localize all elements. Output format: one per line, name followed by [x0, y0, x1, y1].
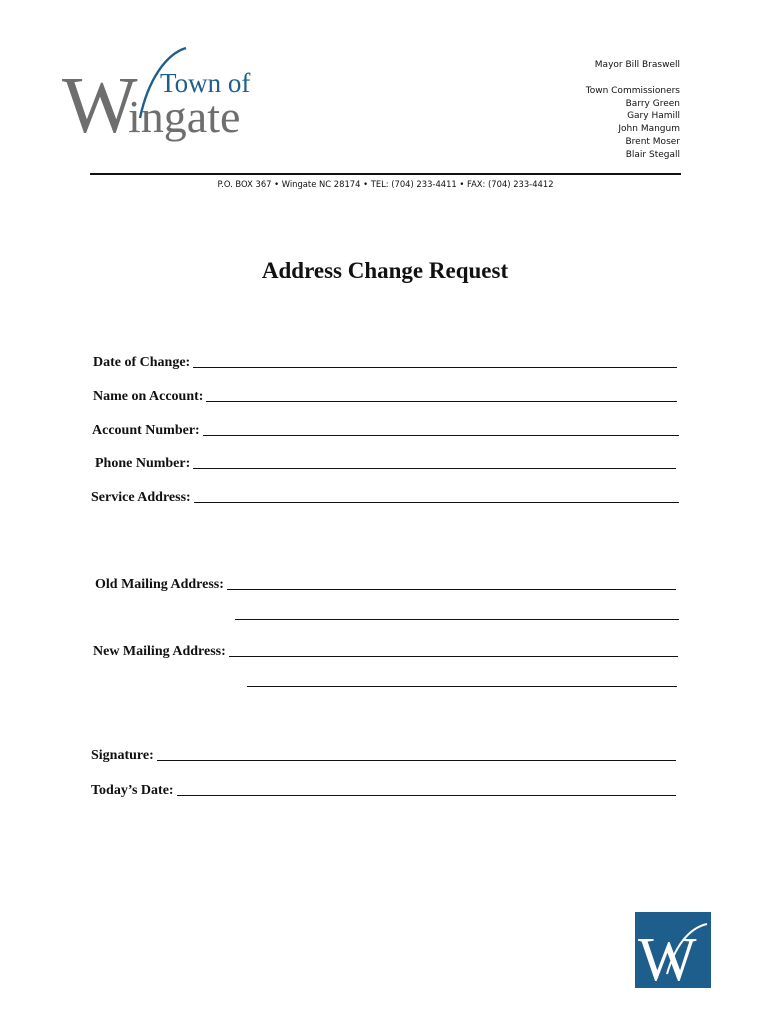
new-mailing-address-line-2[interactable]: [247, 686, 677, 687]
mayor-name: Mayor Bill Braswell: [594, 60, 680, 70]
account-number-line[interactable]: [203, 435, 679, 436]
signature-label: Signature:: [91, 748, 154, 763]
w-badge-graphic: [635, 912, 711, 988]
date-of-change-label: Date of Change:: [93, 355, 191, 370]
date-of-change-line[interactable]: [193, 367, 677, 368]
commissioner-name: Brent Moser: [625, 136, 680, 147]
phone-number-label: Phone Number:: [95, 456, 191, 471]
old-mailing-address-line-2[interactable]: [235, 619, 679, 620]
w-badge-logo: [635, 912, 711, 988]
header-divider: [90, 173, 681, 175]
account-number-field[interactable]: [92, 419, 679, 439]
name-on-account-line[interactable]: [206, 401, 677, 402]
name-on-account-field[interactable]: [93, 385, 677, 405]
contact-line: P.O. BOX 367 • Wingate NC 28174 • TEL: (704) 233-4411 • FAX: (704) 233-4412: [217, 179, 554, 189]
name-on-account-label: Name on Account:: [93, 389, 204, 404]
todays-date-line[interactable]: [177, 795, 676, 796]
old-mailing-address-field[interactable]: [95, 573, 676, 593]
commissioner-name: John Mangum: [618, 124, 680, 135]
old-mailing-address-label: Old Mailing Address:: [95, 577, 224, 592]
town-logo: [62, 40, 302, 155]
badge-letter: W: [638, 926, 697, 988]
form-title: Address Change Request: [261, 258, 509, 283]
service-address-field[interactable]: [91, 486, 679, 506]
commissioner-name: Barry Green: [625, 98, 680, 109]
todays-date-field[interactable]: [91, 779, 676, 799]
signature-line[interactable]: [157, 760, 676, 761]
account-number-label: Account Number:: [92, 423, 200, 438]
commissioner-name: Gary Hamill: [627, 111, 680, 122]
date-of-change-field[interactable]: [93, 351, 677, 371]
commissioners-heading: Town Commissioners: [585, 85, 680, 96]
new-mailing-address-field[interactable]: [93, 640, 678, 660]
officials-list: [586, 59, 680, 162]
signature-field[interactable]: [91, 744, 676, 764]
todays-date-label: Today’s Date:: [91, 783, 174, 798]
commissioner-name: Blair Stegall: [625, 149, 680, 160]
new-mailing-address-label: New Mailing Address:: [93, 644, 226, 659]
logo-town-of: Town of: [160, 68, 251, 98]
phone-number-line[interactable]: [193, 468, 676, 469]
service-address-label: Service Address:: [91, 490, 191, 505]
service-address-line[interactable]: [194, 502, 679, 503]
logo-initial: W: [62, 62, 138, 150]
phone-number-field[interactable]: [95, 452, 676, 472]
town-logo-graphic: [62, 40, 302, 155]
old-mailing-address-line[interactable]: [227, 589, 676, 590]
new-mailing-address-line[interactable]: [229, 656, 678, 657]
logo-ingate: ingate: [128, 91, 241, 142]
